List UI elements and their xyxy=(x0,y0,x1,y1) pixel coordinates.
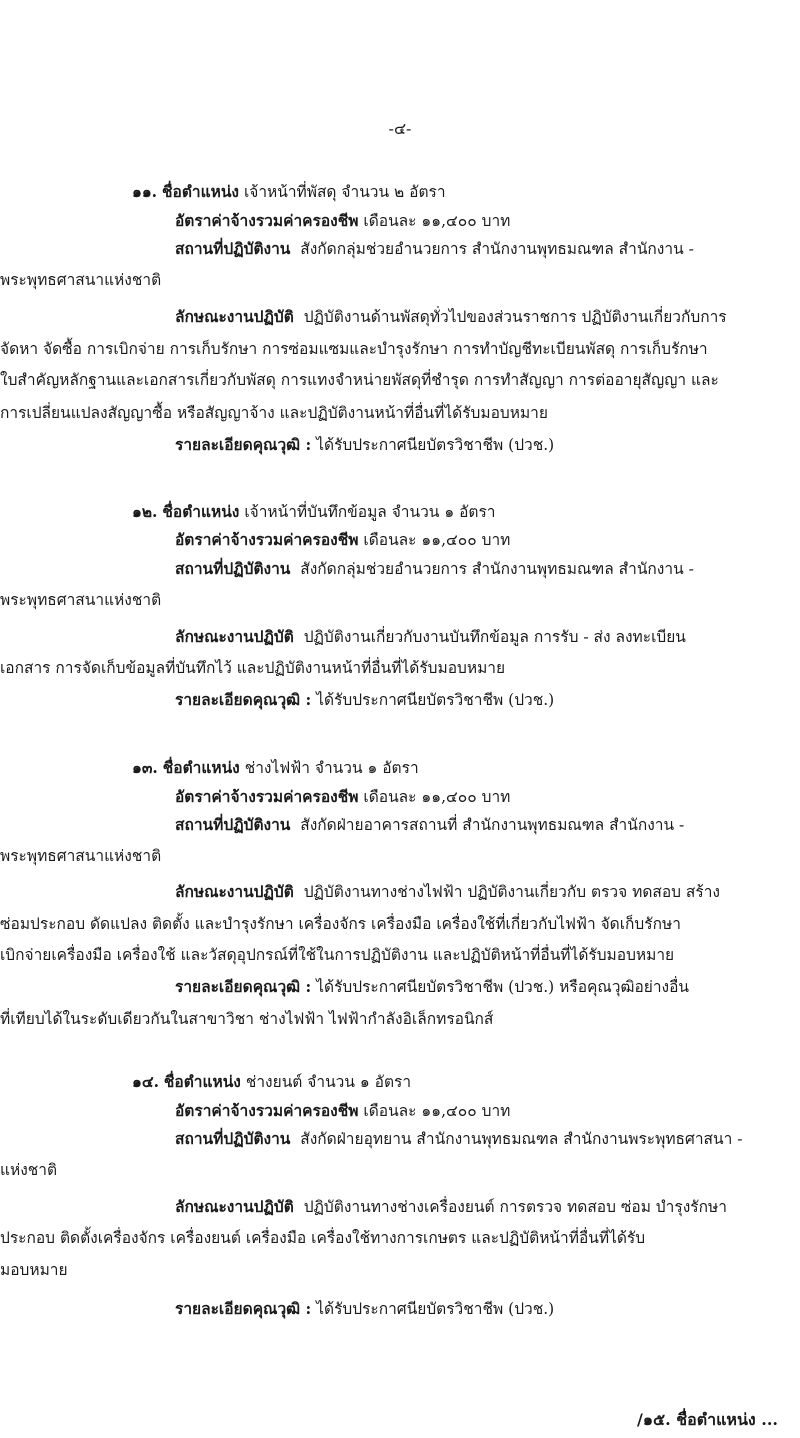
section-11-duty xyxy=(175,305,727,329)
duty-label: ลักษณะงานปฏิบัติ xyxy=(175,307,294,326)
duty-label: ลักษณะงานปฏิบัติ xyxy=(175,1197,294,1216)
section-12-heading xyxy=(132,500,496,524)
heading-label: ชื่อตำแหน่ง xyxy=(162,758,240,777)
wage-label: อัตราค่าจ้างรวมค่าครองชีพ xyxy=(175,211,359,230)
location-label: สถานที่ปฏิบัติงาน xyxy=(175,239,291,258)
heading-value: ช่างยนต์ จำนวน ๑ อัตรา xyxy=(245,1073,412,1091)
qual-label: รายละเอียดคุณวุฒิ : xyxy=(175,435,312,454)
duty-label: ลักษณะงานปฏิบัติ xyxy=(175,627,294,646)
heading-num: ๑๑. xyxy=(132,182,158,201)
qual-line-1: ได้รับประกาศนียบัตรวิชาชีพ (ปวช.) xyxy=(316,691,555,709)
duty-line-1: ปฏิบัติงานเกี่ยวกับงานบันทึกข้อมูล การรับ - ส่ง ลงทะเบียน xyxy=(303,628,686,646)
section-14-duty xyxy=(175,1195,727,1219)
heading-num: ๑๓. xyxy=(132,758,158,777)
section-11-duty-3: ใบสำคัญหลักฐานและเอกสารเกี่ยวกับพัสดุ การแทงจำหน่ายพัสดุที่ชำรุด การทำสัญญา การต่ออายุสัญญา และ xyxy=(0,371,719,389)
section-13-duty-2: ซ่อมประกอบ ดัดแปลง ติดตั้ง และบำรุงรักษา เครื่องจักร เครื่องมือ เครื่องใช้ที่เกี่ยวกับไฟฟ้า จัดเก็บรักษา xyxy=(0,915,681,933)
section-14-duty-3: มอบหมาย xyxy=(0,1261,68,1279)
location-label: สถานที่ปฏิบัติงาน xyxy=(175,815,291,834)
qual-label: รายละเอียดคุณวุฒิ : xyxy=(175,690,312,709)
wage-label: อัตราค่าจ้างรวมค่าครองชีพ xyxy=(175,787,359,806)
wage-value: เดือนละ ๑๑,๔๐๐ บาท xyxy=(363,212,511,230)
continuation-footer: /๑๕. ชื่อตำแหน่ง ... xyxy=(637,1410,778,1429)
section-13-location-cont: พระพุทธศาสนาแห่งชาติ xyxy=(0,847,162,865)
location-line-1: สังกัดฝ่ายอาคารสถานที่ สำนักงานพุทธมณฑล สำนักงาน - xyxy=(300,816,685,834)
section-11-duty-2: จัดหา จัดซื้อ การเบิกจ่าย การเก็บรักษา การซ่อมแซมและบำรุงรักษา การทำบัญชีทะเบียนพัสดุ การเก็บรักษา xyxy=(0,340,708,358)
section-11-qual xyxy=(175,433,554,457)
qual-line-1: ได้รับประกาศนียบัตรวิชาชีพ (ปวช.) xyxy=(316,1300,555,1318)
section-12-qual xyxy=(175,688,554,712)
section-14-location-cont: แห่งชาติ xyxy=(0,1161,58,1179)
section-11-heading xyxy=(132,180,446,204)
wage-value: เดือนละ ๑๑,๔๐๐ บาท xyxy=(363,531,511,549)
section-12-duty-2: เอกสาร การจัดเก็บข้อมูลที่บันทึกไว้ และปฏิบัติงานหน้าที่อื่นที่ได้รับมอบหมาย xyxy=(0,659,506,677)
section-12-wage xyxy=(175,528,510,552)
duty-label: ลักษณะงานปฏิบัติ xyxy=(175,882,294,901)
location-label: สถานที่ปฏิบัติงาน xyxy=(175,559,291,578)
heading-label: ชื่อตำแหน่ง xyxy=(163,1072,241,1091)
section-13-location xyxy=(175,813,684,837)
section-13-qual xyxy=(175,975,689,999)
section-12-location xyxy=(175,557,694,581)
heading-num: ๑๒. xyxy=(132,502,158,521)
section-11-location xyxy=(175,237,694,261)
qual-label: รายละเอียดคุณวุฒิ : xyxy=(175,977,312,996)
wage-value: เดือนละ ๑๑,๔๐๐ บาท xyxy=(363,1102,511,1120)
section-12-duty xyxy=(175,625,686,649)
section-14-qual xyxy=(175,1297,554,1321)
section-12-location-cont: พระพุทธศาสนาแห่งชาติ xyxy=(0,591,162,609)
section-13-wage xyxy=(175,785,510,809)
section-14-wage xyxy=(175,1099,510,1123)
section-11-duty-4: การเปลี่ยนแปลงสัญญาซื้อ หรือสัญญาจ้าง และปฏิบัติงานหน้าที่อื่นที่ได้รับมอบหมาย xyxy=(0,404,548,422)
wage-value: เดือนละ ๑๑,๔๐๐ บาท xyxy=(363,788,511,806)
heading-label: ชื่อตำแหน่ง xyxy=(162,182,239,201)
duty-line-1: ปฏิบัติงานด้านพัสดุทั่วไปของส่วนราชการ ปฏิบัติงานเกี่ยวกับการ xyxy=(303,308,727,326)
duty-line-1: ปฏิบัติงานทางช่างเครื่องยนต์ การตรวจ ทดสอบ ซ่อม บำรุงรักษา xyxy=(303,1198,727,1216)
duty-line-1: ปฏิบัติงานทางช่างไฟฟ้า ปฏิบัติงานเกี่ยวกับ ตรวจ ทดสอบ สร้าง xyxy=(303,883,720,901)
location-label: สถานที่ปฏิบัติงาน xyxy=(175,1129,291,1148)
qual-line-1: ได้รับประกาศนียบัตรวิชาชีพ (ปวช.) หรือคุณวุฒิอย่างอื่น xyxy=(316,978,690,996)
section-14-location xyxy=(175,1127,742,1151)
section-13-heading xyxy=(132,756,419,780)
location-line-1: สังกัดกลุ่มช่วยอำนวยการ สำนักงานพุทธมณฑล สำนักงาน - xyxy=(300,560,694,578)
heading-value: เจ้าหน้าที่พัสดุ จำนวน ๒ อัตรา xyxy=(243,183,446,201)
heading-value: ช่างไฟฟ้า จำนวน ๑ อัตรา xyxy=(244,759,419,777)
wage-label: อัตราค่าจ้างรวมค่าครองชีพ xyxy=(175,530,359,549)
page-number: -๔- xyxy=(388,119,412,138)
heading-value: เจ้าหน้าที่บันทึกข้อมูล จำนวน ๑ อัตรา xyxy=(244,503,496,521)
wage-label: อัตราค่าจ้างรวมค่าครองชีพ xyxy=(175,1101,359,1120)
qual-label: รายละเอียดคุณวุฒิ : xyxy=(175,1299,312,1318)
location-line-1: สังกัดฝ่ายอุทยาน สำนักงานพุทธมณฑล สำนักงานพระพุทธศาสนา - xyxy=(300,1130,743,1148)
location-line-1: สังกัดกลุ่มช่วยอำนวยการ สำนักงานพุทธมณฑล สำนักงาน - xyxy=(300,240,694,258)
section-13-duty xyxy=(175,880,720,904)
section-11-location-cont: พระพุทธศาสนาแห่งชาติ xyxy=(0,271,162,289)
section-14-heading xyxy=(132,1070,411,1094)
heading-num: ๑๔. xyxy=(132,1072,159,1091)
heading-label: ชื่อตำแหน่ง xyxy=(162,502,240,521)
section-13-qual-2: ที่เทียบได้ในระดับเดียวกันในสาขาวิชา ช่างไฟฟ้า ไฟฟ้ากำลังอิเล็กทรอนิกส์ xyxy=(0,1010,494,1028)
qual-line-1: ได้รับประกาศนียบัตรวิชาชีพ (ปวช.) xyxy=(316,436,555,454)
section-11-wage xyxy=(175,209,510,233)
section-14-duty-2: ประกอบ ติดตั้งเครื่องจักร เครื่องยนต์ เครื่องมือ เครื่องใช้ทางการเกษตร และปฏิบัติหน้าที่อื่นที่ได้รับ xyxy=(0,1229,646,1247)
section-13-duty-3: เบิกจ่ายเครื่องมือ เครื่องใช้ และวัสดุอุปกรณ์ที่ใช้ในการปฏิบัติงาน และปฏิบัติหน้าที่อื่นที่ได้รับมอบหมาย xyxy=(0,946,675,964)
